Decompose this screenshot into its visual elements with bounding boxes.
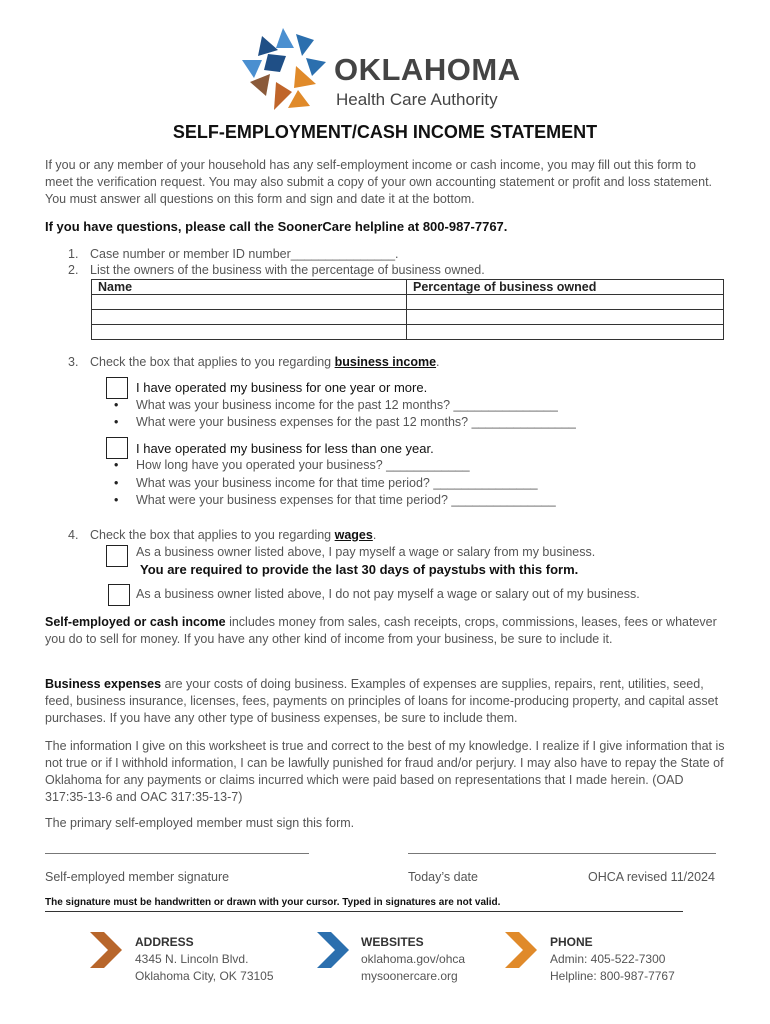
address-chevron-icon [90,932,122,968]
name-header: Name [92,280,407,295]
list-item[interactable]: • What were your business expenses for that time period? _______________ [136,493,556,507]
expenses-definition [45,676,725,727]
address-line-2: Oklahoma City, OK 73105 [135,969,274,983]
sign-instruction: The primary self-employed member must sign this form. [45,816,355,830]
website-link-soonercare[interactable]: mysoonercare.org [361,969,458,983]
less-than-year-checkbox[interactable] [106,437,128,459]
table-row [92,295,724,310]
intro-paragraph: If you or any member of your household has any self-employment income or cash income, you may fill out this form to meet the verification request. You may also submit a copy of your own accounting statement or profit and loss statement. You must answer all questions on this form and sign and date it at the bottom. [45,158,713,206]
pays-wage-checkbox[interactable] [106,545,128,567]
item-4-text [90,528,376,542]
item-3-number: 3. [68,355,79,369]
paystubs-note: You are required to provide the last 30 days of paystubs with this form. [140,562,579,577]
item-4-bold: wages [334,528,373,542]
percentage-header: Percentage of business owned [407,280,724,295]
address-line-1: 4345 N. Lincoln Blvd. [135,952,249,966]
list-item[interactable]: • What was your business income for that time period? _______________ [136,476,538,490]
no-wage-option-label: As a business owner listed above, I do not pay myself a wage or salary out of my business. [136,587,640,601]
case-number-field[interactable]: Case number or member ID number_______________. [90,247,399,261]
income-term: Self-employed or cash income [45,615,226,629]
websites-chevron-icon [317,932,349,968]
phone-heading: PHONE [550,935,593,949]
owner-percentage-cell[interactable] [407,325,724,340]
expenses-definition-text: are your costs of doing business. Examples of expenses are supplies, repairs, rent, utilities, seed, feed, business insurance, licenses, fees, payments on principles of loans for income-producing property, and capital asset purchases. If you have any other type of business expenses, be sure to include them. [45,677,719,725]
divider [45,911,683,912]
owner-name-cell[interactable] [92,295,407,310]
admin-phone: Admin: 405-522-7300 [550,952,666,966]
item-3-text-after: . [436,355,440,369]
list-item[interactable]: • What were your business expenses for the past 12 months? _______________ [136,415,576,429]
item-3-text [90,355,440,369]
helpline-text: If you have questions, please call the SoonerCare helpline at 800-987-7767. [45,219,508,234]
revision-label: OHCA revised 11/2024 [588,870,715,884]
websites-heading: WEBSITES [361,935,424,949]
owner-percentage-cell[interactable] [407,295,724,310]
owners-table [91,279,724,340]
list-item[interactable]: • What was your business income for the past 12 months? _______________ [136,398,558,412]
one-year-checkbox[interactable] [106,377,128,399]
page-title: SELF-EMPLOYMENT/CASH INCOME STATEMENT [172,122,598,142]
phone-chevron-icon [505,932,537,968]
website-link-ohca[interactable]: oklahoma.gov/ohca [361,952,466,966]
item-2-number: 2. [68,263,79,277]
owner-name-cell[interactable] [92,310,407,325]
item-4-text-after: . [372,528,377,542]
item-1-number: 1. [68,247,79,261]
helpline-phone: Helpline: 800-987-7767 [550,969,675,983]
table-header-row [92,280,724,295]
one-year-option-label: I have operated my business for one year or more. [136,380,428,395]
logo-subtitle: Health Care Authority [336,90,498,109]
less-than-year-option-label: I have operated my business for less than one year. [136,441,434,456]
signature-label: Self-employed member signature [45,870,230,884]
item-4-number: 4. [68,528,79,542]
pays-wage-option-label: As a business owner listed above, I pay myself a wage or salary from my business. [136,545,596,559]
date-line[interactable] [408,853,716,854]
item-3-text-before: Check the box that applies to you regarding [90,355,335,369]
address-heading: ADDRESS [135,935,194,949]
list-item[interactable]: • How long have you operated your business? ____________ [136,458,470,472]
ohca-star-icon [236,26,330,112]
income-definition-text: includes money from sales, cash receipts, crops, commissions, leases, fees or whatever you do to sell for money. If you have any other kind of income from your business, be sure to include it. [45,615,717,646]
item-4-text-before: Check the box that applies to you regarding [90,528,335,542]
table-row [92,310,724,325]
income-definition [45,614,725,648]
signature-line[interactable] [45,853,309,854]
expenses-term: Business expenses [45,677,162,691]
item-3-bold: business income [334,355,437,369]
date-label: Today’s date [408,870,478,884]
table-row [92,325,724,340]
item-2-text: List the owners of the business with the percentage of business owned. [90,263,485,277]
no-wage-checkbox[interactable] [108,584,130,606]
owner-name-cell[interactable] [92,325,407,340]
owner-percentage-cell[interactable] [407,310,724,325]
attestation-paragraph: The information I give on this worksheet is true and correct to the best of my knowledge. I realize if I give information that is not true or if I withhold information, I can be lawfully punished for fraud and/or perjury. I may also have to repay the State of Oklahoma for any payments or claims incurred which were paid based on representations that I made herein. (OAD 317:35-13-6 and OAC 317:35-13-7) [45,739,725,804]
logo-oklahoma: OKLAHOMA [334,52,521,87]
handwritten-note: The signature must be handwritten or drawn with your cursor. Typed in signatures are not valid. [45,897,501,908]
logo [236,26,536,112]
